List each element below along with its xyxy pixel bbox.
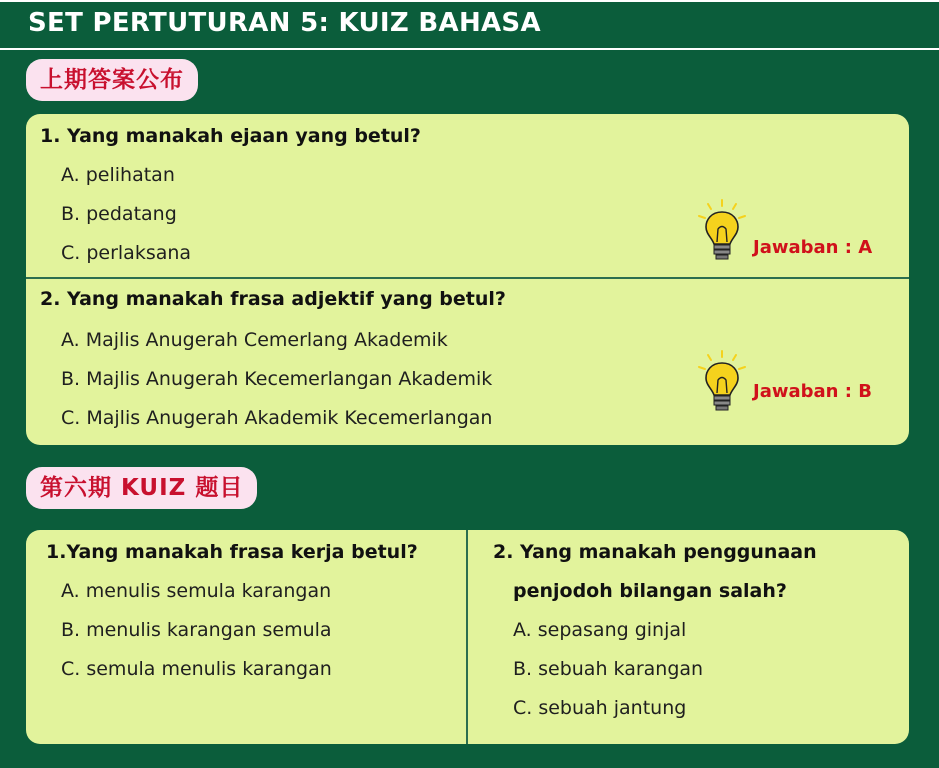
current-q2-option-c: C. sebuah jantung: [513, 697, 687, 719]
previous-q2-option-b: B. Majlis Anugerah Kecemerlangan Akademik: [61, 368, 493, 390]
column-divider: [466, 530, 468, 744]
previous-q1-option-b: B. pedatang: [61, 203, 177, 225]
previous-q2-answer: Jawaban : B: [753, 381, 872, 402]
current-question-2-line2: penjodoh bilangan salah?: [513, 580, 787, 602]
previous-q1-option-c: C. perlaksana: [61, 242, 192, 264]
current-q1-option-c: C. semula menulis karangan: [61, 658, 332, 680]
current-q1-option-b: B. menulis karangan semula: [61, 619, 332, 641]
current-q1-option-a: A. menulis semula karangan: [61, 580, 332, 602]
current-q2-option-a: A. sepasang ginjal: [513, 619, 687, 641]
previous-q1-answer: Jawaban : A: [753, 237, 873, 258]
question-divider: [26, 277, 909, 279]
lightbulb-icon: [697, 349, 747, 415]
previous-answers-label: 上期答案公布: [26, 59, 198, 101]
current-quiz-label: 第六期 KUIZ 题目: [26, 467, 257, 509]
previous-question-2: 2. Yang manakah frasa adjektif yang betul?: [40, 288, 506, 310]
page-title: SET PERTUTURAN 5: KUIZ BAHASA: [28, 8, 541, 38]
previous-question-1: 1. Yang manakah ejaan yang betul?: [40, 125, 421, 147]
previous-q1-option-a: A. pelihatan: [61, 164, 175, 186]
previous-q2-option-c: C. Majlis Anugerah Akademik Kecemerlangan: [61, 407, 493, 429]
lightbulb-icon: [697, 198, 747, 264]
current-question-2-line1: 2. Yang manakah penggunaan: [493, 541, 817, 563]
current-question-1: 1.Yang manakah frasa kerja betul?: [46, 541, 418, 563]
previous-q2-option-a: A. Majlis Anugerah Cemerlang Akademik: [61, 329, 448, 351]
current-q2-option-b: B. sebuah karangan: [513, 658, 704, 680]
header-bar: [0, 0, 939, 50]
